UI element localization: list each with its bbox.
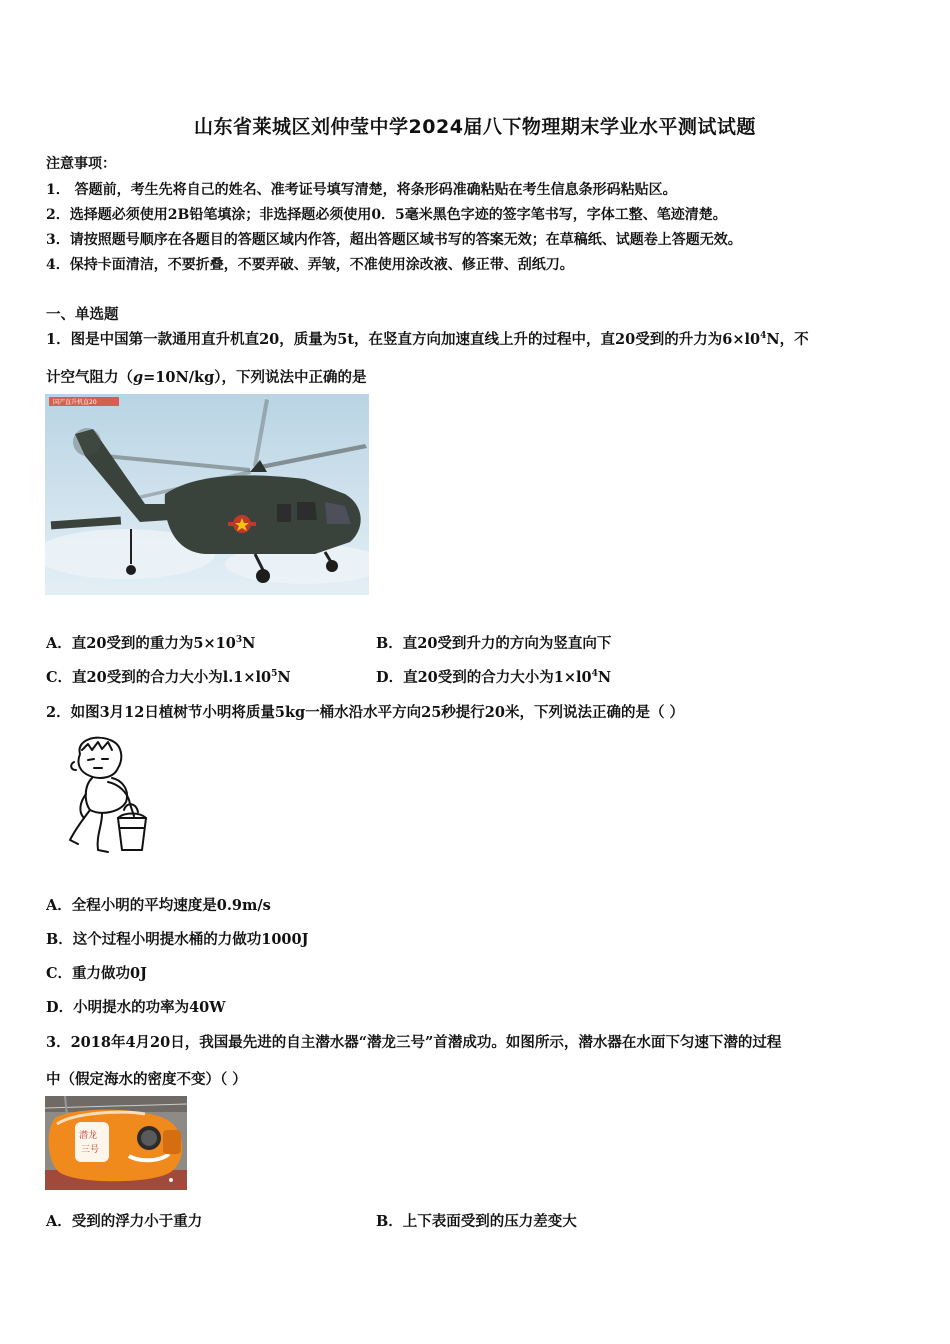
notice-item-2: 2．选择题必须使用2B铅笔填涂；非选择题必须使用0．5毫米黑色字迹的签字笔书写，字体工整、笔迹清楚。 [46,207,727,223]
helicopter-caption: 国产直升机直20 [53,399,97,406]
q1-option-a[interactable] [46,632,255,653]
q1-stem-unit: N，不 [766,331,809,348]
q2-stem: 2．如图3月12日植树节小明将质量5kg一桶水沿水平方向25秒提行20米，下列说法正确的是（ ） [46,704,685,721]
q1-option-c-exponent: 5 [271,669,278,679]
q1-option-c-unit: N [277,669,291,686]
sub-label-2: 三号 [81,1145,100,1155]
q1-stem-line2 [46,366,366,387]
q1-option-d-text: D．直20受到的合力大小为1×l0 [376,669,592,686]
q1-option-a-text: A．直20受到的重力为5×10 [46,635,236,652]
q1-stem-line1 [46,328,809,349]
helicopter-image [45,394,369,595]
q3-option-b[interactable]: B．上下表面受到的压力差变大 [376,1213,577,1230]
q1-stem-text: 1．图是中国第一款通用直升机直20，质量为5t，在竖直方向加速直线上升的过程中，直20受到的升力为6×l0 [46,331,761,348]
q2-option-d[interactable]: D．小明提水的功率为40W [46,999,226,1016]
section-heading: 一、单选题 [46,306,119,323]
notice-item-4: 4．保持卡面清洁，不要折叠，不要弄破、弄皱，不准使用涂改液、修正带、刮纸刀。 [46,257,574,273]
notice-item-3: 3．请按照题号顺序在各题目的答题区域内作答，超出答题区域书写的答案无效；在草稿纸、试题卷上答题无效。 [46,232,742,248]
q1-g-symbol: g [133,369,144,386]
q3-stem-line1: 3．2018年4月20日，我国最先进的自主潜水器“潜龙三号”首潜成功。如图所示，潜水器在水面下匀速下潜的过程 [46,1034,782,1051]
q1-option-c[interactable] [46,666,291,687]
q2-option-c[interactable]: C．重力做功0J [46,965,147,982]
q3-stem-line2: 中（假定海水的密度不变）（ ） [46,1071,247,1088]
q1-option-c-text: C．直20受到的合力大小为l.1×l0 [46,669,272,686]
q1-option-d-unit: N [597,669,612,686]
q1-stem-text-2: 计空气阻力（ [46,369,133,386]
q1-option-d-exponent: 4 [591,669,598,679]
q1-option-a-unit: N [242,635,256,652]
exam-title: 山东省莱城区刘仲莹中学2024届八下物理期末学业水平测试试题 [194,116,756,138]
q1-option-d[interactable] [376,666,611,687]
notice-item-1: 1． 答题前，考生先将自己的姓名、准考证号填写清楚，将条形码准确粘贴在考生信息条形码粘贴区。 [46,182,677,198]
sub-label-1: 潜龙 [79,1131,98,1141]
q1-option-a-exponent: 3 [235,635,243,645]
boy-carrying-bucket-drawing [62,732,150,860]
q2-option-b[interactable]: B．这个过程小明提水桶的力做功1000J [46,931,309,948]
q3-option-a[interactable]: A．受到的浮力小于重力 [46,1213,203,1230]
submersible-image [45,1096,187,1190]
q1-option-b[interactable]: B．直20受到升力的方向为竖直向下 [376,635,612,652]
q1-stem-exponent: 4 [760,331,767,341]
q2-option-a[interactable]: A．全程小明的平均速度是0.9m/s [46,897,271,914]
notice-heading: 注意事项： [46,156,116,172]
q1-stem-text-3: =10N/kg），下列说法中正确的是 [143,369,367,386]
